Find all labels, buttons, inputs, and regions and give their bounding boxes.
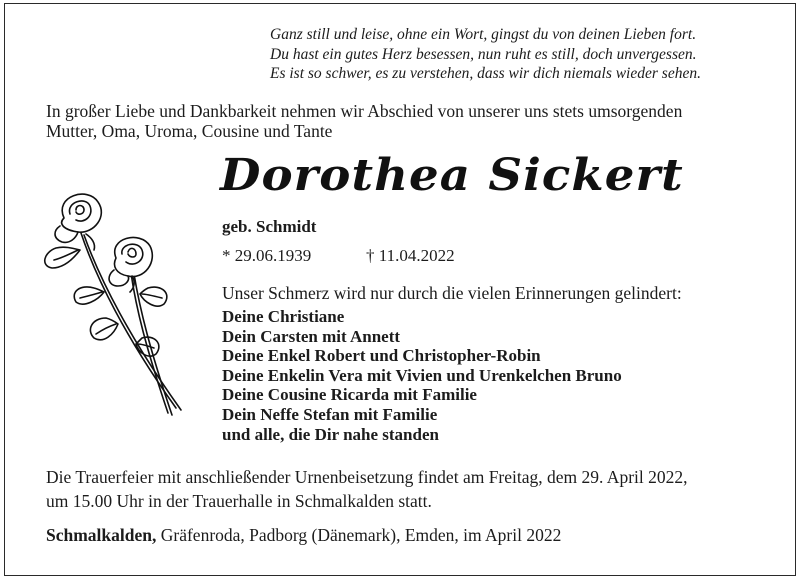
ceremony-line: Die Trauerfeier mit anschließender Urnenbeisetzung findet am Freitag, dem 29. April 2022, (46, 467, 688, 487)
poem-line: Ganz still und leise, ohne ein Wort, gingst du von deinen Lieben fort. (270, 26, 697, 43)
maiden-name: geb. Schmidt (222, 217, 317, 236)
intro-text (46, 101, 766, 141)
deceased-name: Dorothea Sickert (220, 150, 684, 201)
place-rest: Gräfenroda, Padborg (Dänemark), Emden, im April 2022 (156, 525, 562, 545)
intro-line: In großer Liebe und Dankbarkeit nehmen wir Abschied von unserer uns stets umsorgenden (46, 101, 683, 121)
mourner-item: Deine Cousine Ricarda mit Familie (222, 385, 477, 405)
mourner-item: und alle, die Dir nahe standen (222, 424, 439, 444)
mourner-item: Dein Neffe Stefan mit Familie (222, 404, 438, 424)
place-city: Schmalkalden, (46, 525, 157, 545)
mourner-item: Deine Christiane (222, 307, 345, 326)
mourners-list (222, 307, 622, 444)
death-date: † 11.04.2022 (366, 246, 455, 265)
mourner-item: Deine Enkelin Vera mit Vivien und Urenkelchen Bruno (222, 365, 622, 385)
intro-line: Mutter, Oma, Uroma, Cousine und Tante (46, 121, 333, 141)
ceremony-info (46, 465, 688, 513)
place-date-line (46, 525, 561, 546)
birth-date: * 29.06.1939 (222, 246, 312, 265)
mourner-item: Deine Enkel Robert und Christopher-Robin (222, 346, 541, 366)
roses-icon (36, 188, 186, 433)
poem-line: Es ist so schwer, es zu verstehen, dass wir dich niemals wieder sehen. (270, 65, 701, 82)
mourner-item: Dein Carsten mit Annett (222, 326, 401, 346)
poem (270, 25, 780, 84)
ceremony-line: um 15.00 Uhr in der Trauerhalle in Schmalkalden statt. (46, 491, 432, 511)
memory-line: Unser Schmerz wird nur durch die vielen Erinnerungen gelindert: (222, 283, 682, 303)
poem-line: Du hast ein gutes Herz besessen, nun ruht es still, doch unvergessen. (270, 45, 697, 63)
